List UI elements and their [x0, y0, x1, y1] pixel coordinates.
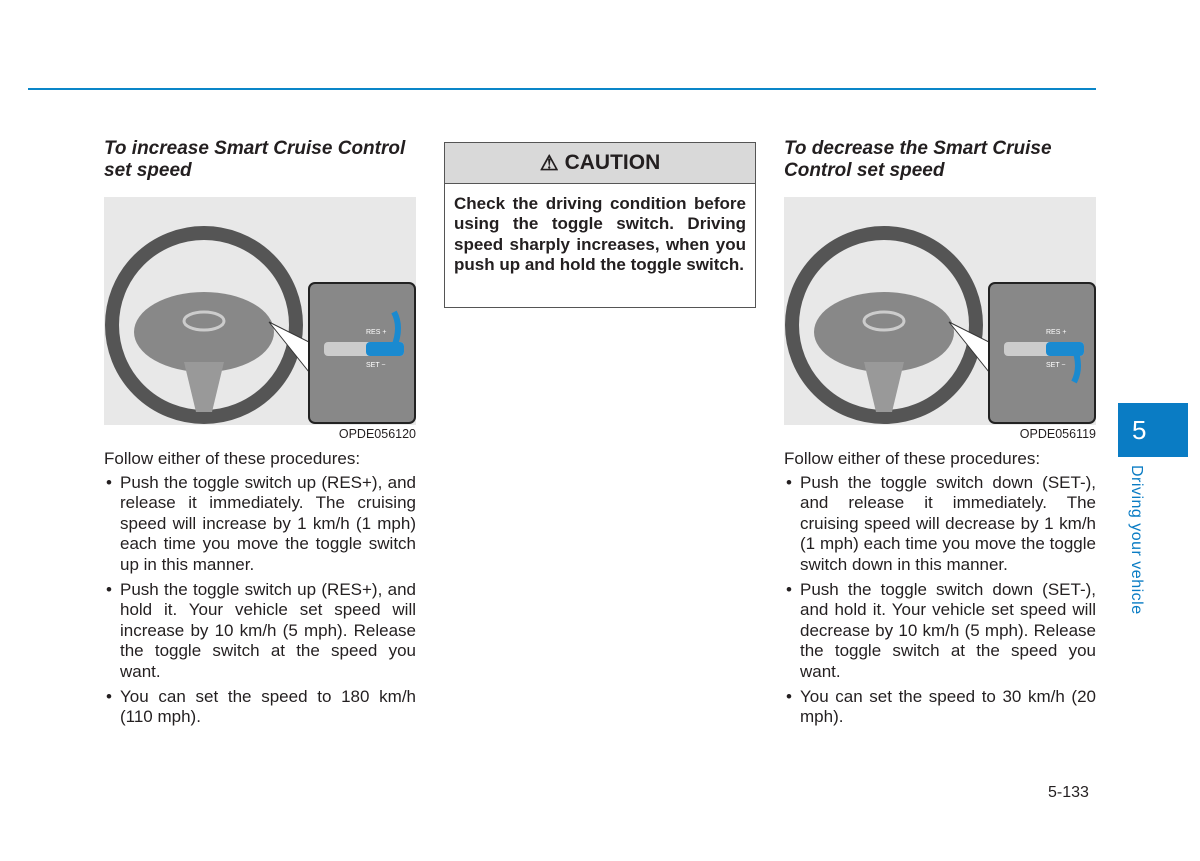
procedure-list — [104, 473, 416, 728]
steering-wheel-illustration — [104, 197, 416, 443]
list-item: • Push the toggle switch up (RES+), and hold it. Your vehicle set speed will increase by 10 km/h (5 mph). Release the toggle switch at the speed you want. — [104, 580, 416, 682]
res-label: RES + — [366, 329, 387, 336]
warning-triangle-icon: ⚠ — [539, 151, 559, 175]
caution-body: Check the driving condition before using the toggle switch. Driving speed sharply increases, when you push up and hold the toggle switch. — [454, 194, 746, 275]
chapter-tab[interactable]: 5 — [1118, 403, 1188, 457]
left-column — [104, 138, 416, 733]
steering-wheel-illustration — [784, 197, 1096, 443]
list-item: • You can set the speed to 30 km/h (20 mph). — [784, 687, 1096, 728]
figure-id: OPDE056120 — [333, 427, 416, 441]
lead-text: Follow either of these procedures: — [784, 449, 1041, 468]
top-rule — [28, 88, 1096, 90]
figure-id: OPDE056119 — [1014, 427, 1096, 441]
caution-box — [444, 142, 756, 308]
right-column — [784, 138, 1096, 733]
set-label: SET − — [366, 362, 386, 369]
steering-wheel-figure-down — [784, 197, 1096, 443]
section-heading: To decrease the Smart Cruise Control set speed — [784, 138, 1052, 181]
res-label: RES + — [1046, 329, 1067, 336]
lead-text: Follow either of these procedures: — [104, 449, 361, 468]
page-number: 5-133 — [1048, 784, 1089, 801]
list-item: • You can set the speed to 180 km/h (110 mph). — [104, 687, 416, 728]
list-item: • Push the toggle switch up (RES+), and release it immediately. The cruising speed will increase by 1 km/h (1 mph) each time you move the toggle switch up in this manner. — [104, 473, 416, 575]
steering-wheel-figure-up — [104, 197, 416, 443]
section-heading: To increase Smart Cruise Control set speed — [104, 138, 406, 181]
chapter-title: Driving your vehicle — [1128, 465, 1145, 615]
list-item: • Push the toggle switch down (SET-), and hold it. Your vehicle set speed will decrease by 10 km/h (5 mph). Release the toggle switch at the speed you want. — [784, 580, 1096, 682]
set-label: SET − — [1046, 362, 1066, 369]
caution-title: CAUTION — [564, 151, 661, 174]
procedure-list — [784, 473, 1096, 728]
list-item: • Push the toggle switch down (SET-), and release it immediately. The cruising speed will decrease by 1 km/h (1 mph) each time you move the toggle switch down in this manner. — [784, 473, 1096, 575]
